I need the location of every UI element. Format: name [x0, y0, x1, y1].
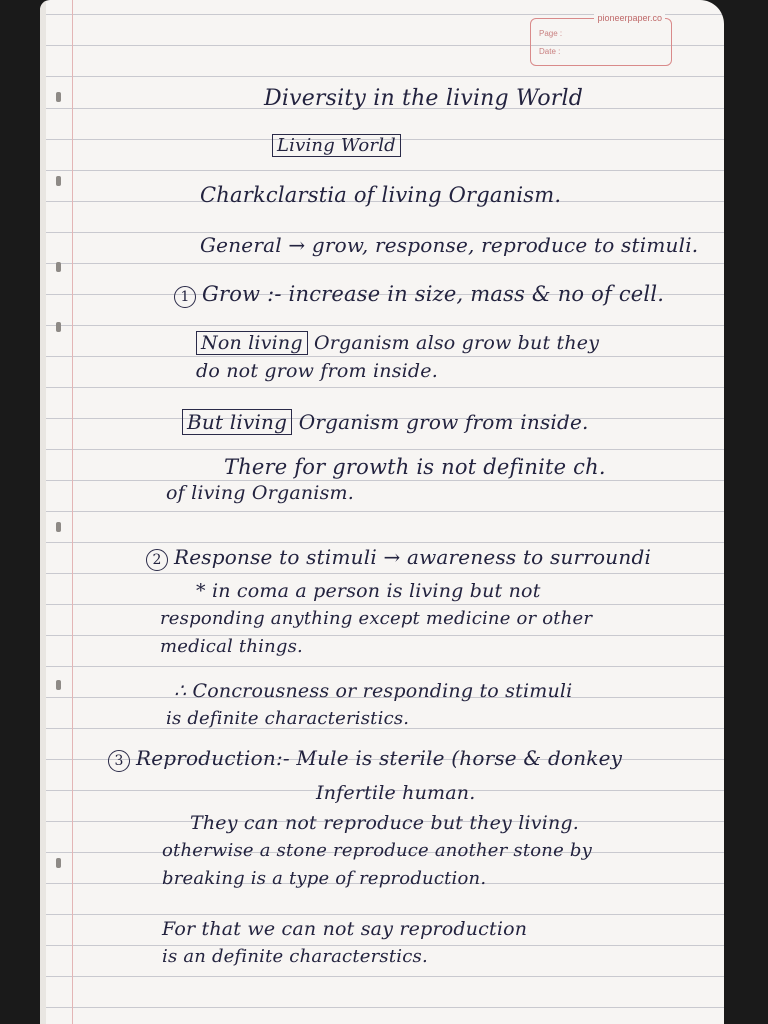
point-3-line-6: For that we can not say reproduction: [162, 918, 528, 940]
binding-hole: [56, 322, 61, 332]
point-3-line-3: They can not reproduce but they living.: [190, 812, 580, 834]
note-subtitle-boxed: Living World: [272, 134, 401, 157]
butliving-box: But living: [182, 409, 292, 435]
note-general: General → grow, response, reproduce to stimuli.: [200, 233, 699, 257]
nonliving-box: Non living: [196, 331, 308, 355]
note-title: Diversity in the living World: [264, 86, 584, 111]
point-2-line-5: ∴ Concrousness or responding to stimuli: [174, 680, 573, 702]
page-label: Page :: [539, 29, 563, 38]
point-1-line-4: But living Organism grow from inside.: [182, 410, 589, 434]
point-2-line-6: is definite characteristics.: [166, 708, 410, 729]
point-number-1: 1: [174, 286, 196, 308]
point-3-line-1: 3 Reproduction:- Mule is sterile (horse & donkey: [108, 746, 622, 772]
binding-hole: [56, 262, 61, 272]
point-3-line-2: Infertile human.: [316, 782, 476, 804]
point-3-line-7: is an definite characterstics.: [162, 946, 428, 967]
point-1-line-3: do not grow from inside.: [196, 360, 438, 382]
point-1-line-5: There for growth is not definite ch.: [224, 455, 606, 479]
margin-line: [72, 0, 73, 1024]
point-2-line-1: 2 Response to stimuli → awareness to surroundi: [146, 545, 651, 571]
point-number-3: 3: [108, 750, 130, 772]
brand-name: pioneerpaper.co: [594, 13, 665, 23]
point-2-line-2: * in coma a person is living but not: [196, 580, 541, 602]
binding-hole: [56, 176, 61, 186]
point-2-line-4: medical things.: [160, 636, 303, 657]
point-3-line-5: breaking is a type of reproduction.: [162, 868, 487, 889]
point-1-line-6: of living Organism.: [166, 482, 354, 504]
date-label: Date :: [539, 47, 561, 56]
notebook-page: [40, 0, 724, 1024]
page-date-box: [530, 13, 672, 66]
point-number-2: 2: [146, 549, 168, 571]
point-1-line-1: 1 Grow :- increase in size, mass & no of cell.: [174, 282, 664, 308]
point-1-line-2: Non living Organism also grow but they: [196, 332, 599, 354]
page-left-edge: [40, 0, 46, 1024]
point-3-line-4: otherwise a stone reproduce another stone by: [162, 840, 592, 861]
binding-hole: [56, 858, 61, 868]
point-2-line-3: responding anything except medicine or other: [160, 608, 593, 629]
binding-hole: [56, 522, 61, 532]
binding-hole: [56, 92, 61, 102]
note-heading: Charkclarstia of living Organism.: [200, 183, 562, 207]
binding-hole: [56, 680, 61, 690]
